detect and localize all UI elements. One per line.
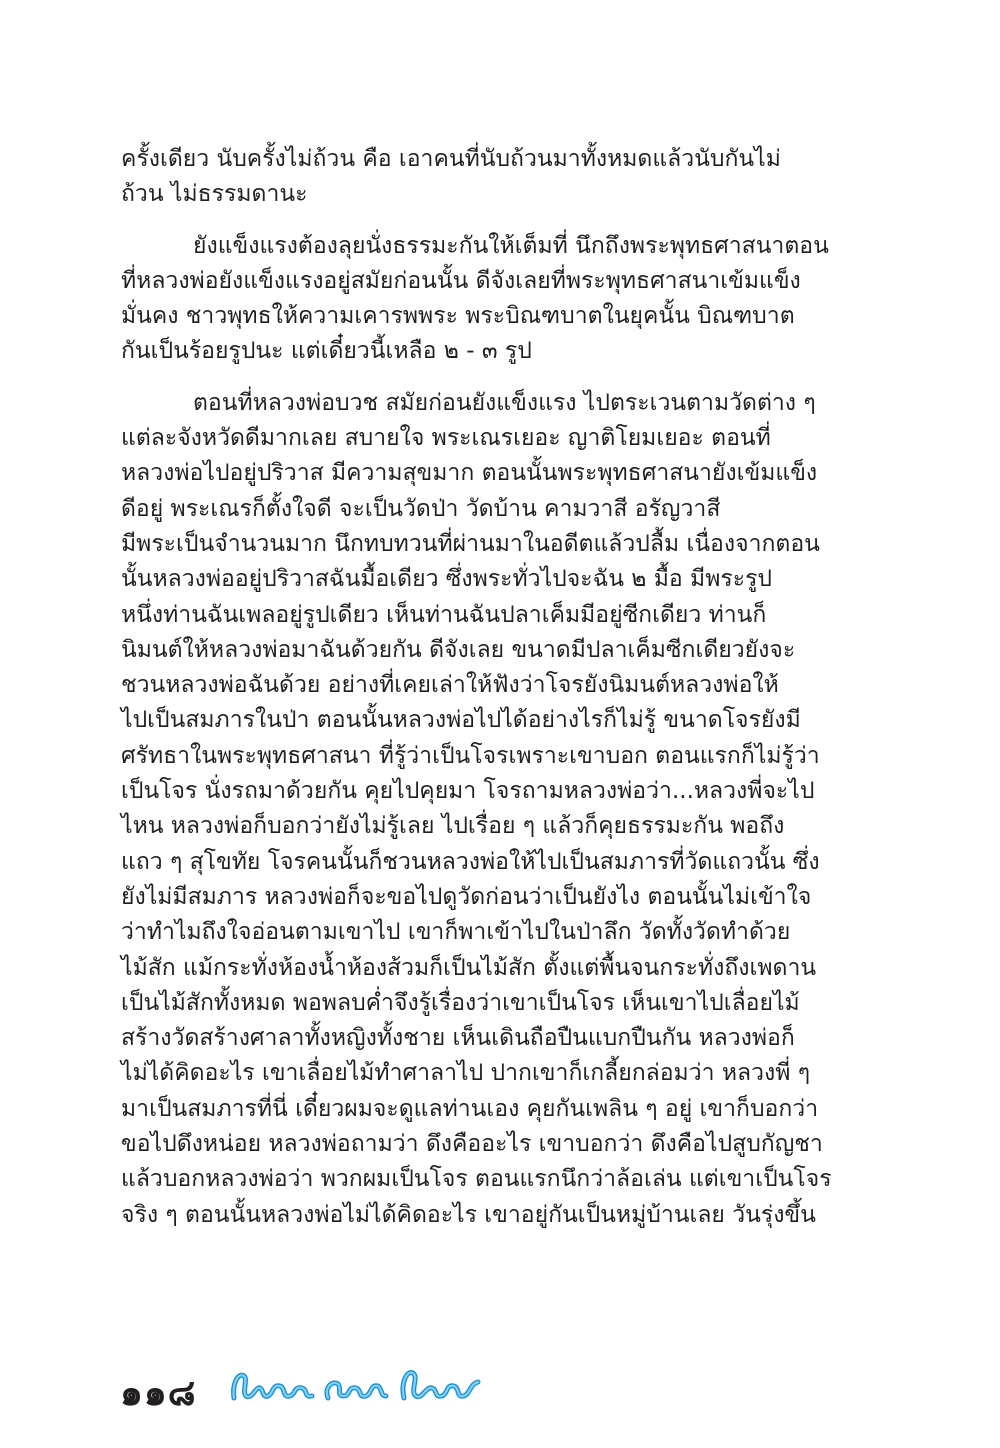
text-line: ไม่ได้คิดอะไร เขาเลื่อยไม้ทำศาลาไป ปากเขาก็เกลี้ยกล่อมว่า หลวงพี่ ๆ (121, 1060, 811, 1087)
text-line: ขอไปดึงหน่อย หลวงพ่อถามว่า ดึงคืออะไร เขาบอกว่า ดึงคือไปสูบกัญชา (121, 1131, 823, 1158)
text-line: ไปเป็นสมภารในป่า ตอนนั้นหลวงพ่อไปได้อย่างไรก็ไม่รู้ ขนาดโจรยังมี (121, 707, 801, 734)
text-line: หลวงพ่อไปอยู่ปริวาส มีความสุขมาก ตอนนั้นพระพุทธศาสนายังเข้มแข็ง (121, 460, 818, 487)
text-line: นิมนต์ให้หลวงพ่อมาฉันด้วยกัน ดีจังเลย ขนาดมีปลาเค็มซีกเดียวยังจะ (121, 636, 796, 663)
paragraph-2 (121, 229, 859, 370)
text-line: สร้างวัดสร้างศาลาทั้งหญิงทั้งชาย เห็นเดินถือปืนแบกปืนกัน หลวงพ่อก็ (121, 1025, 795, 1052)
text-line: มาเป็นสมภารที่นี่ เดี๋ยวผมจะดูแลท่านเอง คุยกันเพลิน ๆ อยู่ เขาก็บอกว่า (121, 1095, 819, 1122)
book-title-logo (224, 1362, 494, 1408)
paragraph-1 (121, 142, 859, 213)
text-line: ครั้งเดียว นับครั้งไม่ถ้วน คือ เอาคนที่นับถ้วนมาทั้งหมดแล้วนับกันไม่ (121, 146, 781, 172)
text-line: ไหน หลวงพ่อก็บอกว่ายังไม่รู้เลย ไปเรื่อย ๆ แล้วก็คุยธรรมะกัน พอถึง (121, 813, 785, 840)
text-line: ดีอยู่ พระเณรก็ตั้งใจดี จะเป็นวัดป่า วัดบ้าน คามวาสี อรัญวาสี (121, 495, 721, 522)
text-line: มั่นคง ชาวพุทธให้ความเคารพพระ พระบิณฑบาตในยุคนั้น บิณฑบาต (121, 303, 795, 330)
text-line: เป็นโจร นั่งรถมาด้วยกัน คุยไปคุยมา โจรถามหลวงพ่อว่า...หลวงพี่จะไป (121, 778, 815, 805)
text-line: ยังแข็งแรงต้องลุยนั่งธรรมะกันให้เต็มที่ นึกถึงพระพุทธศาสนาตอน (193, 232, 829, 259)
text-line: เป็นไม้สักทั้งหมด พอพลบค่ำจึงรู้เรื่องว่าเขาเป็นโจร เห็นเขาไปเลื่อยไม้ (121, 989, 800, 1016)
text-line: กันเป็นร้อยรูปนะ แต่เดี๋ยวนี้เหลือ ๒ - ๓ รูป (121, 338, 532, 365)
text-line: จริง ๆ ตอนนั้นหลวงพ่อไม่ได้คิดอะไร เขาอยู่กันเป็นหมู่บ้านเลย วันรุ่งขึ้น (121, 1201, 816, 1228)
text-line: มีพระเป็นจำนวนมาก นึกทบทวนที่ผ่านมาในอดีตแล้วปลื้ม เนื่องจากตอน (121, 530, 820, 557)
paragraph-3 (121, 386, 859, 1233)
text-line: นั้นหลวงพ่ออยู่ปริวาสฉันมื้อเดียว ซึ่งพระทั่วไปจะฉัน ๒ มื้อ มีพระรูป (121, 566, 773, 593)
text-line: ที่หลวงพ่อยังแข็งแรงอยู่สมัยก่อนนั้น ดีจังเลยที่พระพุทธศาสนาเข้มแข็ง (121, 267, 801, 294)
text-line: หนึ่งท่านฉันเพลอยู่รูปเดียว เห็นท่านฉันปลาเค็มมีอยู่ซีกเดียว ท่านก็ (121, 601, 767, 628)
page-number: ๑๑๘ (120, 1373, 197, 1414)
text-line: แต่ละจังหวัดดีมากเลย สบายใจ พระเณรเยอะ ญาติโยมเยอะ ตอนที่ (121, 425, 771, 452)
text-line: ไม้สัก แม้กระทั่งห้องน้ำห้องส้วมก็เป็นไม้สัก ตั้งแต่พื้นจนกระทั่งถึงเพดาน (121, 954, 817, 981)
text-line: ว่าทำไมถึงใจอ่อนตามเขาไป เขาก็พาเข้าไปในป่าลึก วัดทั้งวัดทำด้วย (121, 919, 791, 946)
text-line: ยังไม่มีสมภาร หลวงพ่อก็จะขอไปดูวัดก่อนว่าเป็นยังไง ตอนนั้นไม่เข้าใจ (121, 883, 812, 910)
text-line: ศรัทธาในพระพุทธศาสนา ที่รู้ว่าเป็นโจรเพราะเขาบอก ตอนแรกก็ไม่รู้ว่า (121, 742, 820, 769)
text-line: ถ้วน ไม่ธรรมดานะ (121, 181, 308, 208)
page-body (121, 142, 859, 1233)
text-line: ชวนหลวงพ่อฉันด้วย อย่างที่เคยเล่าให้ฟังว่าโจรยังนิมนต์หลวงพ่อให้ (121, 672, 779, 699)
text-line: แถว ๆ สุโขทัย โจรคนนั้นก็ชวนหลวงพ่อให้ไปเป็นสมภารที่วัดแถวนั้น ซึ่ง (121, 848, 820, 875)
text-line: แล้วบอกหลวงพ่อว่า พวกผมเป็นโจร ตอนแรกนึกว่าล้อเล่น แต่เขาเป็นโจร (121, 1166, 832, 1193)
text-line: ตอนที่หลวงพ่อบวช สมัยก่อนยังแข็งแรง ไปตระเวนตามวัดต่าง ๆ (193, 389, 816, 416)
